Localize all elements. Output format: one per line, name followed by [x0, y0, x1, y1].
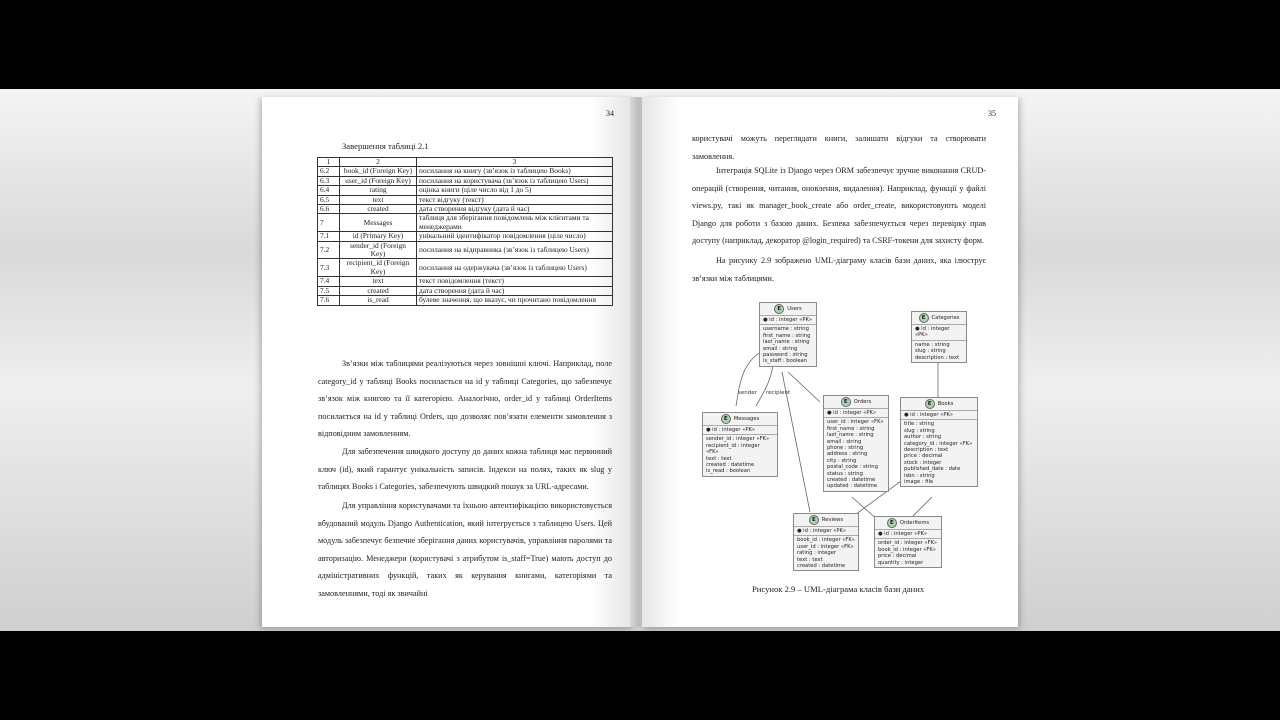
entity-field: created : datetime — [827, 477, 876, 484]
table-cell: унікальний ідентифікатор повідомлення (ціле число) — [417, 232, 613, 241]
entity-field: last_name : string — [763, 339, 810, 346]
table-cell: посилання на користувача (зв’язок із таблицею Users) — [417, 176, 613, 185]
entity-field: created : datetime — [797, 563, 846, 570]
entity-field: is_staff : boolean — [763, 358, 808, 365]
entity-field: user_id : integer «FK» — [827, 419, 884, 426]
table-cell: посилання на одержувача (зв’язок із таблицею Users) — [417, 259, 613, 277]
entity-name: Categories — [931, 314, 960, 321]
table-cell: created — [340, 286, 417, 295]
entity-field: isbn : string — [904, 472, 935, 479]
table-cell: оцінка книги (ціле число від 1 до 5) — [417, 186, 613, 195]
letterbox-bottom — [0, 631, 1280, 720]
paragraph: Для забезпечення швидкого доступу до даних кожна таблиця має первинний ключ (id), який гарантує унікальність записів. Індекси на полях, таких як slug у таблицях Books і Categories, забезпечують швидкий пошук за URL-адресами. — [318, 447, 612, 492]
page-35 — [642, 97, 1018, 627]
entity-fields — [901, 420, 977, 486]
entity-field: text : text — [706, 455, 732, 462]
entity-field: slug : string — [904, 427, 935, 434]
entity-field: phone : string — [827, 445, 864, 452]
entity-icon: E — [841, 397, 851, 407]
data-table — [317, 157, 613, 306]
entity-field: sender_id : integer «FK» — [706, 436, 770, 443]
entity-field: image : file — [904, 479, 934, 486]
entity-fields — [703, 435, 777, 475]
page-number: 34 — [606, 109, 614, 118]
table-cell: recipient_id (Foreign Key) — [340, 259, 417, 277]
open-book — [262, 97, 1018, 627]
page-number: 35 — [988, 109, 996, 118]
table-cell: 7.3 — [318, 259, 340, 277]
entity-field: first_name : string — [827, 425, 875, 432]
entity-icon: E — [809, 515, 819, 525]
entity-field: username : string — [763, 326, 809, 333]
table-cell: 7 — [318, 214, 340, 232]
table-cell: булеве значення, що вказує, чи прочитано повідомлення — [417, 296, 613, 305]
entity-orderitems — [874, 516, 942, 568]
entity-primary-key: ● id : integer «PK» — [760, 316, 816, 325]
entity-field: first_name : string — [763, 332, 811, 339]
entity-header — [824, 396, 888, 409]
table-row — [318, 296, 613, 305]
entity-field: stock : integer — [904, 459, 942, 466]
entity-header — [912, 312, 966, 325]
entity-primary-key: ● id : integer «PK» — [824, 409, 888, 418]
entity-field: description : text — [904, 447, 949, 454]
entity-field: book_id : integer «FK» — [878, 546, 936, 553]
table-row — [318, 241, 613, 259]
entity-name: Reviews — [821, 516, 844, 523]
entity-field: city : string — [827, 457, 857, 464]
table-row — [318, 277, 613, 286]
entity-field: email : string — [763, 345, 798, 352]
table-cell: 6.5 — [318, 195, 340, 204]
entity-header — [760, 303, 816, 316]
entity-fields — [794, 536, 858, 570]
table-cell: text — [340, 277, 417, 286]
table-row — [318, 214, 613, 232]
table-cell: 2 — [340, 158, 417, 167]
table-cell: user_id (Foreign Key) — [340, 176, 417, 185]
entity-name: OrderItems — [899, 519, 930, 526]
table-cell: текст відгуку (текст) — [417, 195, 613, 204]
table-cell: посилання на відправника (зв’язок із таблицею Users) — [417, 241, 613, 259]
entity-primary-key: ● id : integer «PK» — [703, 426, 777, 435]
table-cell: 6.2 — [318, 167, 340, 176]
entity-field: order_id : integer «FK» — [878, 540, 938, 547]
entity-icon: E — [919, 313, 929, 323]
entity-field: quantity : integer — [878, 559, 924, 566]
entity-users — [759, 302, 817, 367]
paragraph: Зв’язки між таблицями реалізуються через зовнішні ключі. Наприклад, поле category_id у таблиці Books посилається на id у таблиці Categories, що забезпечує зв’язок між книгою та її категорією. Аналогічно, order_id у таблиці OrderItems посилається на id у таблиці Orders, що дозволяє пов’язати елементи замовлення з відповідним замовленням. — [318, 359, 612, 439]
table-cell: текст повідомлення (текст) — [417, 277, 613, 286]
entity-field: recipient_id : integer «FK» — [706, 442, 760, 456]
entity-field: price : decimal — [878, 553, 917, 560]
entity-field: address : string — [827, 451, 868, 458]
entity-primary-key: ● id : integer «PK» — [794, 527, 858, 536]
table-cell: 7.5 — [318, 286, 340, 295]
entity-field: description : text — [915, 354, 960, 361]
entity-field: title : string — [904, 421, 935, 428]
entity-orders — [823, 395, 889, 492]
entity-fields — [824, 418, 888, 490]
entity-name: Users — [787, 305, 802, 312]
entity-icon: E — [721, 414, 731, 424]
table-cell: дата створення (дата й час) — [417, 286, 613, 295]
table-row — [318, 232, 613, 241]
entity-field: email : string — [827, 438, 862, 445]
entity-field: text : text — [797, 556, 823, 563]
uml-diagram — [702, 302, 1002, 587]
entity-field: name : string — [915, 341, 950, 348]
entity-messages — [702, 412, 778, 477]
paragraph: Інтеграція SQLite із Django через ORM забезпечує зручне виконання CRUD-операцій (створення, читання, оновлення, видалення). Наприклад, функції у файлі views.py, такі як manager_book_create або order_create, використовують моделі Django для роботи з базою даних. Безпека забезпечується через перевірку прав доступу (наприклад, декоратор @login_required) та CSRF-токени для захисту форм. — [692, 166, 986, 246]
paragraph: Для управління користувачами та їхньою автентифікацією використовується вбудований модуль Django Authentication, який інтегрується з таблицею Users. Цей модуль забезпечує безпечне зберігання даних користувачів, управління паролями та авторизацію. Менеджери (користувачі з атрибутом is_staff=True) мають доступ до адміністративних функцій, таких як керування книгами, категоріями та замовленнями, тоді як звичайні — [318, 501, 612, 598]
entity-fields — [875, 539, 941, 567]
entity-field: postal_code : string — [827, 464, 878, 471]
table-cell: 7.4 — [318, 277, 340, 286]
table-cell: 7.6 — [318, 296, 340, 305]
entity-books — [900, 397, 978, 487]
entity-icon: E — [925, 399, 935, 409]
entity-field: author : string — [904, 434, 942, 441]
edge-label-recipient: recipient — [766, 390, 791, 396]
entity-fields — [760, 325, 816, 365]
viewer-stage — [0, 89, 1280, 631]
entity-icon: E — [887, 518, 897, 528]
paragraph: На рисунку 2.9 зображено UML-діаграму класів бази даних, яка ілюструє зв’язки між таблицями. — [692, 256, 986, 283]
letterbox-top — [0, 0, 1280, 89]
entity-field: is_read : boolean — [706, 468, 751, 475]
table-cell: 7.2 — [318, 241, 340, 259]
table-cell: text — [340, 195, 417, 204]
table-cell: is_read — [340, 296, 417, 305]
table-cell: 6.3 — [318, 176, 340, 185]
edge-label-sender: sender — [738, 390, 757, 396]
entity-field: last_name : string — [827, 432, 874, 439]
table-cell: таблиця для зберігання повідомлень між клієнтами та менеджерами — [417, 214, 613, 232]
table-cell: 7.1 — [318, 232, 340, 241]
entity-fields — [912, 341, 966, 362]
table-cell: 1 — [318, 158, 340, 167]
entity-name: Books — [937, 400, 954, 407]
table-cell: 6.6 — [318, 205, 340, 214]
table-cell: created — [340, 205, 417, 214]
entity-name: Messages — [733, 415, 760, 422]
page-34 — [262, 97, 634, 627]
table-cell: Messages — [340, 214, 417, 232]
entity-header — [901, 398, 977, 411]
paragraph: користувачі можуть переглядати книги, залишати відгуки та створювати замовлення. — [692, 134, 986, 161]
table-caption: Завершення таблиці 2.1 — [342, 141, 429, 151]
entity-field: user_id : integer «FK» — [797, 543, 854, 550]
entity-icon: E — [774, 304, 784, 314]
entity-field: slug : string — [915, 348, 946, 355]
entity-primary-key: ● id : integer «PK» — [875, 530, 941, 539]
figure-caption: Рисунок 2.9 – UML-діаграма класів бази даних — [752, 584, 925, 594]
table-row — [318, 167, 613, 176]
table-cell: дата створення відгуку (дата й час) — [417, 205, 613, 214]
entity-header — [794, 514, 858, 527]
entity-field: status : string — [827, 470, 863, 477]
entity-field: category_id : integer «FK» — [904, 440, 973, 447]
table-row — [318, 259, 613, 277]
entity-categories — [911, 311, 967, 363]
entity-field: book_id : integer «FK» — [797, 537, 855, 544]
table-cell: book_id (Foreign Key) — [340, 167, 417, 176]
table-cell: sender_id (Foreign Key) — [340, 241, 417, 259]
entity-primary-key: ● id : integer «PK» — [901, 411, 977, 420]
table-row — [318, 186, 613, 195]
table-cell: 3 — [417, 158, 613, 167]
entity-reviews — [793, 513, 859, 571]
table-cell: rating — [340, 186, 417, 195]
entity-header — [703, 413, 777, 426]
table-cell: id (Primary Key) — [340, 232, 417, 241]
entity-field: rating : integer — [797, 550, 836, 557]
entity-name: Orders — [853, 398, 872, 405]
table-cell: 6.4 — [318, 186, 340, 195]
entity-field: price : decimal — [904, 453, 943, 460]
entity-field: created : datetime — [706, 462, 755, 469]
entity-field: updated : datetime — [827, 483, 878, 490]
entity-field: password : string — [763, 352, 808, 359]
entity-header — [875, 517, 941, 530]
table-cell: посилання на книгу (зв’язок із таблицею Books) — [417, 167, 613, 176]
entity-field: published_date : date — [904, 466, 961, 473]
entity-primary-key: ● id : integer «PK» — [912, 325, 966, 341]
